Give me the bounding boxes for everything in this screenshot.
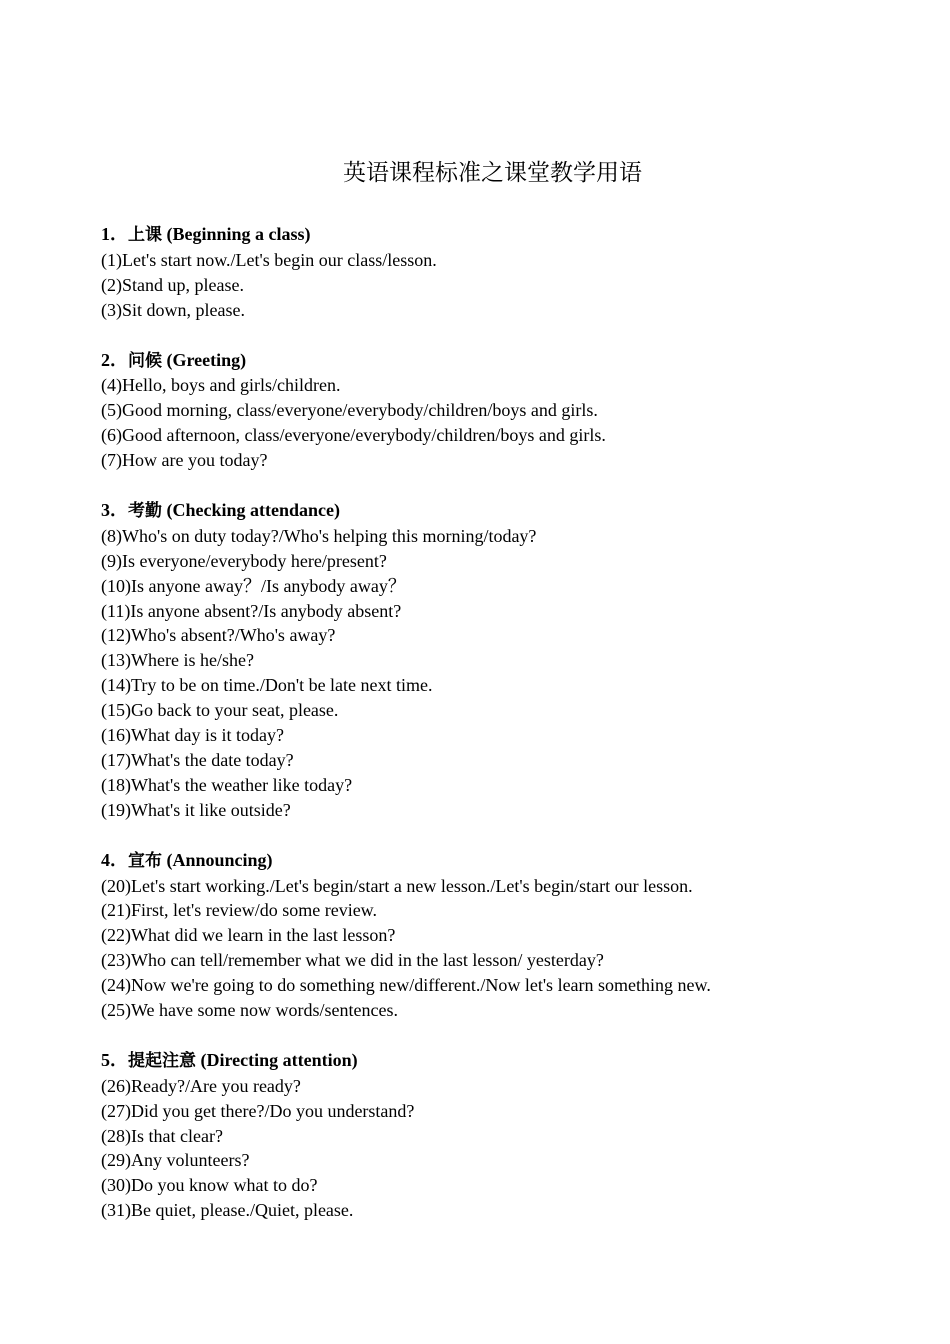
section-greeting	[101, 348, 901, 474]
list-item: (12)Who's absent?/Who's away?	[101, 625, 336, 646]
page-title: 英语课程标准之课堂教学用语	[343, 160, 642, 186]
list-item: (26)Ready?/Are you ready?	[101, 1075, 301, 1096]
list-item: (5)Good morning, class/everyone/everybody/children/boys and girls.	[101, 400, 598, 421]
section-number: 4．	[101, 849, 128, 870]
list-item: (28)Is that clear?	[101, 1125, 223, 1146]
section-en-title: (Announcing)	[162, 849, 273, 870]
section-en-title: (Directing attention)	[196, 1049, 358, 1070]
section-heading	[101, 222, 901, 248]
list-item: (9)Is everyone/everybody here/present?	[101, 550, 387, 571]
section-number: 3．	[101, 499, 128, 520]
list-item: (14)Try to be on time./Don't be late next time.	[101, 675, 433, 696]
list-item: (29)Any volunteers?	[101, 1150, 250, 1171]
list-item: (15)Go back to your seat, please.	[101, 700, 339, 721]
list-item: (22)What did we learn in the last lesson?	[101, 925, 396, 946]
section-cn-title: 考勤	[128, 500, 162, 521]
section-cn-title: 提起注意	[128, 1050, 196, 1071]
list-item: (30)Do you know what to do?	[101, 1175, 318, 1196]
list-item: (11)Is anyone absent?/Is anybody absent?	[101, 600, 402, 621]
list-item: (1)Let's start now./Let's begin our class/lesson.	[101, 249, 437, 270]
list-item: (21)First, let's review/do some review.	[101, 900, 378, 921]
list-item: (23)Who can tell/remember what we did in the last lesson/ yesterday?	[101, 950, 604, 971]
section-heading	[101, 498, 901, 524]
section-en-title: (Beginning a class)	[162, 224, 311, 244]
list-item: (17)What's the date today?	[101, 750, 294, 770]
section-heading	[101, 348, 901, 374]
section-en-title: (Greeting)	[162, 349, 247, 370]
list-item: (25)We have some now words/sentences.	[101, 1000, 398, 1021]
section-cn-title: 宣布	[128, 850, 162, 871]
list-item: (24)Now we're going to do something new/different./Now let's learn something new.	[101, 975, 711, 996]
list-item: (19)What's it like outside?	[101, 799, 291, 820]
section-heading	[101, 848, 901, 874]
section-cn-title: 问候	[128, 350, 162, 371]
section-announcing	[101, 848, 901, 1023]
document-body	[101, 222, 901, 1248]
list-item: (13)Where is he/she?	[101, 650, 254, 671]
list-item: (18)What's the weather like today?	[101, 774, 353, 795]
section-number: 1．	[101, 224, 128, 244]
list-item: (4)Hello, boys and girls/children.	[101, 375, 341, 396]
section-directing-attention	[101, 1048, 901, 1223]
list-item: (16)What day is it today?	[101, 725, 284, 746]
section-heading	[101, 1048, 901, 1074]
list-item: (6)Good afternoon, class/everyone/everybody/children/boys and girls.	[101, 425, 606, 446]
section-cn-title: 上课	[128, 225, 162, 245]
section-number: 5．	[101, 1049, 128, 1070]
list-item: (27)Did you get there?/Do you understand?	[101, 1100, 415, 1121]
list-item: (8)Who's on duty today?/Who's helping this morning/today?	[101, 525, 537, 546]
section-en-title: (Checking attendance)	[162, 499, 340, 520]
list-item: (20)Let's start working./Let's begin/start a new lesson./Let's begin/start our lesson.	[101, 875, 693, 896]
list-item: (7)How are you today?	[101, 450, 268, 471]
list-item: (2)Stand up, please.	[101, 274, 244, 295]
section-beginning-a-class	[101, 222, 901, 323]
list-item: (3)Sit down, please.	[101, 299, 245, 320]
list-item: (10)Is anyone away？/Is anybody away？	[101, 575, 406, 596]
section-checking-attendance	[101, 498, 901, 823]
section-number: 2．	[101, 349, 128, 370]
list-item: (31)Be quiet, please./Quiet, please.	[101, 1200, 354, 1221]
